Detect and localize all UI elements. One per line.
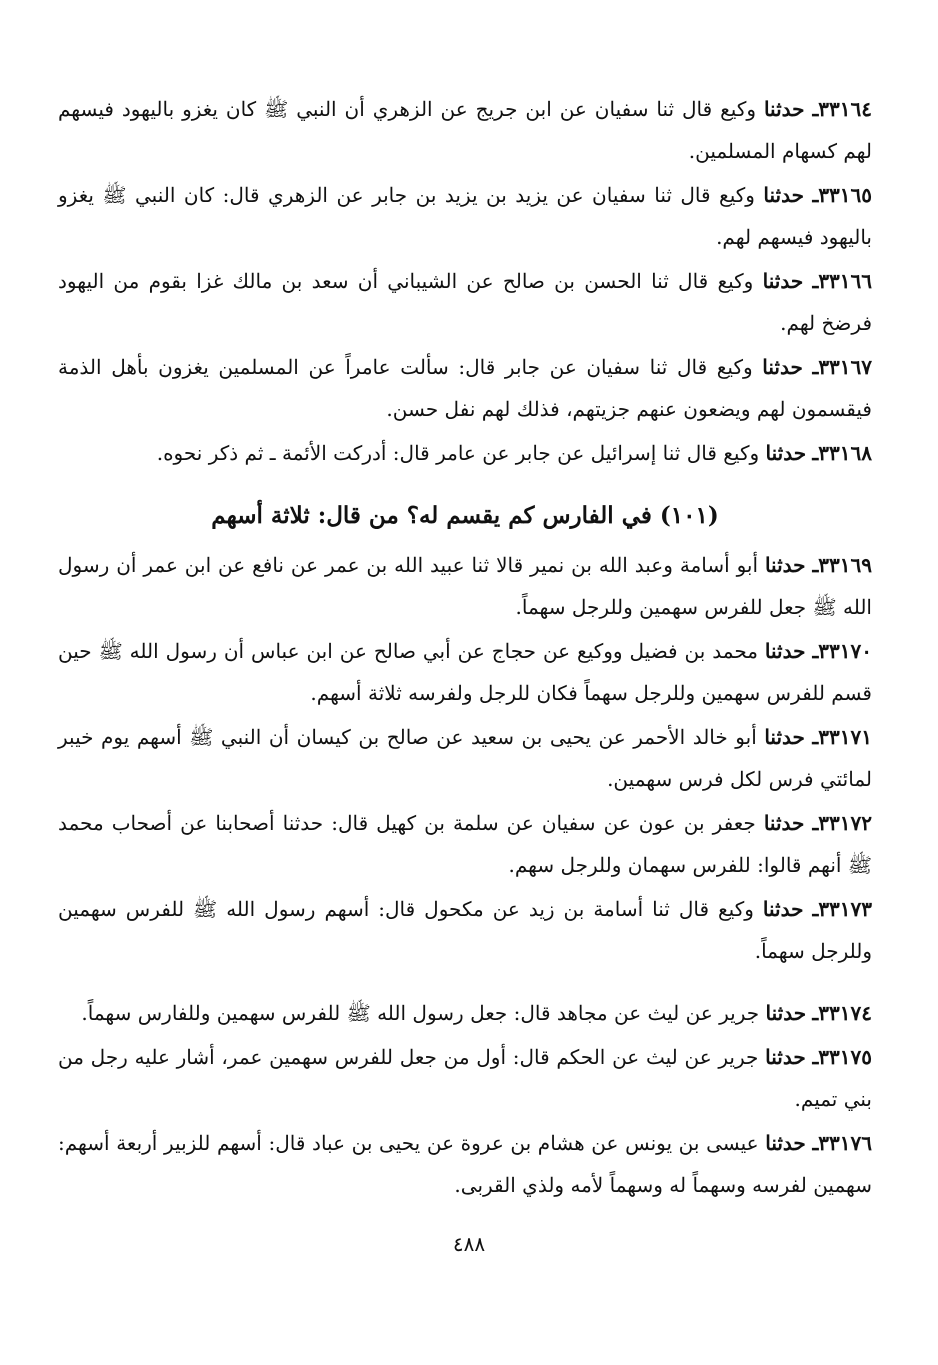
entry-number: ٣٣١٧٣	[818, 897, 873, 921]
separator: ـ	[812, 725, 819, 749]
hadith-entry	[58, 1122, 872, 1206]
separator: ـ	[812, 441, 819, 465]
entry-number: ٣٣١٦٨	[818, 441, 872, 465]
entry-text: جعفر بن عون عن سفيان عن سلمة بن كهيل قال: حدثنا أصحابنا عن أصحاب محمد ﷺ أنهم قالوا: للفرس سهمان وللرجل سهم.	[58, 811, 872, 877]
entry-text: عيسى بن يونس عن هشام بن عروة عن يحيى بن عباد قال: أسهم للزبير أربعة أسهم: سهمين لفرسه وسهماً له وسهماً لأمه ولذي القربى.	[58, 1131, 872, 1197]
entry-text: محمد بن فضيل ووكيع عن حجاج عن أبي صالح عن ابن عباس أن رسول الله ﷺ حين قسم للفرس سهمين وللرجل سهماً فكان للرجل ولفرسه ثلاثة أسهم.	[58, 639, 872, 705]
entry-number: ٣٣١٧٥	[818, 1045, 873, 1069]
entries-group-a	[58, 88, 872, 474]
entry-number: ٣٣١٧٠	[818, 639, 873, 663]
separator: ـ	[812, 553, 819, 577]
entry-number: ٣٣١٦٤	[818, 97, 873, 121]
separator: ـ	[812, 1001, 819, 1025]
entries-group-b	[58, 544, 872, 972]
entry-lead: حدثنا	[764, 553, 806, 577]
hadith-entry	[58, 544, 872, 628]
entry-number: ٣٣١٦٦	[818, 269, 873, 293]
separator: ـ	[812, 97, 819, 121]
entry-lead: حدثنا	[765, 1001, 807, 1025]
entry-text: جرير عن ليث عن الحكم قال: أول من جعل للفرس سهمين عمر، أشار عليه رجل من بني تميم.	[58, 1045, 872, 1111]
entry-text: أبو خالد الأحمر عن يحيى بن سعيد عن صالح بن كيسان أن النبي ﷺ أسهم يوم خيبر لمائتي فرس لكل فرس سهمين.	[58, 725, 872, 791]
separator: ـ	[812, 639, 819, 663]
entry-lead: حدثنا	[763, 97, 805, 121]
separator: ـ	[812, 183, 819, 207]
entry-number: ٣٣١٧١	[818, 725, 872, 749]
entry-lead: حدثنا	[764, 725, 805, 749]
entry-text: وكيع قال ثنا أسامة بن زيد عن مكحول قال: أسهم رسول الله ﷺ للفرس سهمين وللرجل سهماً.	[58, 897, 872, 963]
hadith-entry	[58, 346, 872, 430]
hadith-entry	[58, 630, 872, 714]
entry-text: وكيع قال ثنا إسرائيل عن جابر عن عامر قال: أدركت الأئمة ـ ثم ذكر نحوه.	[156, 441, 760, 465]
entry-text: جرير عن ليث عن مجاهد قال: جعل رسول الله ﷺ للفرس سهمين وللفارس سهماً.	[81, 1001, 760, 1025]
entry-number: ٣٣١٧٢	[818, 811, 873, 835]
entry-text: وكيع قال ثنا سفيان عن يزيد بن يزيد بن جابر عن الزهري قال: كان النبي ﷺ يغزو باليهود فيسهم لهم.	[58, 183, 872, 249]
separator: ـ	[812, 811, 819, 835]
hadith-entry	[58, 260, 872, 344]
entry-number: ٣٣١٦٥	[818, 183, 873, 207]
hadith-entry	[58, 174, 872, 258]
entry-lead: حدثنا	[763, 183, 804, 207]
entries-group-c	[58, 992, 872, 1206]
entry-number: ٣٣١٦٧	[818, 355, 873, 379]
hadith-entry	[58, 888, 872, 972]
separator: ـ	[812, 1131, 819, 1155]
separator: ـ	[812, 1045, 819, 1069]
entry-text: أبو أسامة وعبد الله بن نمير قالا ثنا عبيد الله بن عمر عن نافع عن ابن عمر أن رسول الله ﷺ جعل للفرس سهمين وللرجل سهماً.	[58, 553, 872, 619]
entry-number: ٣٣١٦٩	[818, 553, 873, 577]
hadith-entry	[58, 992, 872, 1034]
entry-text: وكيع قال ثنا سفيان عن جابر قال: سألت عامراً عن المسلمين يغزون بأهل الذمة فيقسمون لهم ويضعون عنهم جزيتهم، فذلك لهم نفل حسن.	[58, 355, 872, 421]
hadith-entry	[58, 716, 872, 800]
page-number: ٤٨٨	[452, 1232, 486, 1256]
entry-lead: حدثنا	[763, 811, 805, 835]
page-body	[58, 88, 872, 1208]
hadith-entry	[58, 802, 872, 886]
section-heading: (١٠١) في الفارس كم يقسم له؟ من قال: ثلاثة أسهم	[211, 502, 719, 529]
hadith-entry	[58, 88, 872, 172]
entry-lead: حدثنا	[764, 639, 806, 663]
entry-lead: حدثنا	[762, 897, 804, 921]
entry-text: وكيع قال ثنا سفيان عن ابن جريج عن الزهري أن النبي ﷺ كان يغزو باليهود فيسهم لهم كسهام المسلمين.	[58, 97, 872, 163]
entry-lead: حدثنا	[765, 1045, 806, 1069]
separator: ـ	[812, 269, 819, 293]
separator: ـ	[812, 355, 819, 379]
entry-lead: حدثنا	[765, 441, 807, 465]
separator: ـ	[812, 897, 819, 921]
entry-lead: حدثنا	[762, 269, 804, 293]
entry-lead: حدثنا	[762, 355, 803, 379]
entry-text: وكيع قال ثنا الحسن بن صالح عن الشيباني أن سعد بن مالك غزا بقوم من اليهود فرضخ لهم.	[58, 269, 872, 335]
entry-number: ٣٣١٧٦	[818, 1131, 873, 1155]
entry-lead: حدثنا	[765, 1131, 806, 1155]
hadith-entry	[58, 1036, 872, 1120]
spacer	[58, 974, 872, 992]
hadith-entry	[58, 432, 872, 474]
entry-number: ٣٣١٧٤	[818, 1001, 872, 1025]
